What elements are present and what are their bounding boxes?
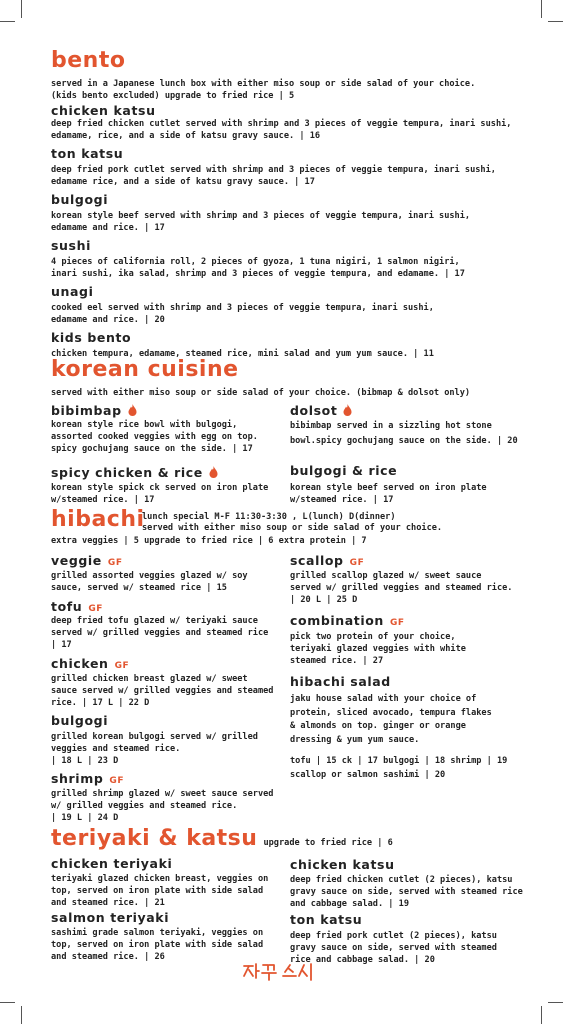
desc-line: top, served on iron plate with side salad xyxy=(51,940,264,950)
item-label: chicken xyxy=(51,656,109,671)
desc-line: bibimbap served in a sizzling hot stone xyxy=(290,421,492,431)
desc-line: assorted cooked veggies with egg on top. xyxy=(51,432,258,442)
item-desc-bulgogi xyxy=(51,210,470,234)
item-desc-sushi xyxy=(51,256,465,280)
lunch-line: lunch special M-F 11:30-3:30 , L(lunch) D(dinner) xyxy=(142,512,396,522)
bento-intro xyxy=(51,78,475,102)
desc-line: edamame and rice. | 20 xyxy=(51,315,165,325)
desc-line: sauce served w/ grilled veggies and steamed xyxy=(51,686,274,696)
desc-line: deep fried chicken cutlet served with shrimp and 3 pieces of veggie tempura, inari sushi, xyxy=(51,119,512,129)
desc-line: rice. | 17 L | 22 D xyxy=(51,698,150,708)
desc-line: gravy sauce on side, served with steamed rice xyxy=(290,887,523,897)
korean-intro: served with either miso soup or side salad of your choice. (bibmap & dolsot only) xyxy=(51,388,471,398)
desc-line: 4 pieces of california roll, 2 pieces of gyoza, 1 tuna nigiri, 1 salmon nigiri, xyxy=(51,257,460,267)
desc-line: edamame rice, and a side of katsu gravy sauce. | 17 xyxy=(51,177,315,187)
item-desc-veggie xyxy=(51,570,248,594)
desc-line: grilled korean bulgogi served w/ grilled xyxy=(51,732,258,742)
spicy-flame-icon xyxy=(343,404,352,416)
item-desc-bulgogi-rice xyxy=(290,482,487,506)
desc-line: grilled scallop glazed w/ sweet sauce xyxy=(290,571,482,581)
item-name-dolsot xyxy=(290,403,352,418)
gluten-free-badge: GF xyxy=(114,661,130,671)
item-desc-shrimp xyxy=(51,788,273,824)
desc-line: grilled chicken breast glazed w/ sweet xyxy=(51,674,248,684)
item-desc-hibachi-bulgogi xyxy=(51,731,258,767)
desc-line: dressing & yum yum sauce. xyxy=(290,734,420,745)
desc-line: deep fried pork cutlet (2 pieces), katsu xyxy=(290,931,497,941)
item-name-bibimbap xyxy=(51,403,137,418)
desc-line: w/steamed rice. | 17 xyxy=(290,495,394,505)
desc-line: edamame and rice. | 17 xyxy=(51,223,165,233)
desc-line: steamed rice. | 27 xyxy=(290,656,384,666)
crop-mark xyxy=(21,1006,22,1024)
desc-line: gravy sauce on side, served with steamed xyxy=(290,943,497,953)
hibachi-lunch-note xyxy=(142,512,442,534)
desc-line: bowl.spicy gochujang sauce on the side. | 20 xyxy=(290,436,518,446)
gluten-free-badge: GF xyxy=(107,558,123,568)
teriyaki-upgrade-note: upgrade to fried rice | 6 xyxy=(263,838,393,848)
desc-line: w/ grilled veggies and steamed rice. xyxy=(51,801,238,811)
restaurant-logo xyxy=(242,962,320,984)
item-desc-hibachi-salad xyxy=(290,693,492,747)
spicy-flame-icon xyxy=(128,404,137,416)
gluten-free-badge: GF xyxy=(349,558,365,568)
hibachi-extras: extra veggies | 5 upgrade to fried rice | 6 extra protein | 7 xyxy=(51,536,367,546)
item-name-tofu xyxy=(51,599,103,614)
desc-line: served w/ grilled veggies and steamed rice. xyxy=(290,583,513,593)
item-name-unagi: unagi xyxy=(51,284,94,299)
desc-line: served w/ grilled veggies and steamed rice xyxy=(51,628,269,638)
price-line: tofu | 15 ck | 17 bulgogi | 18 shrimp | 19 xyxy=(290,756,508,766)
item-name-hibachi-bulgogi: bulgogi xyxy=(51,713,109,728)
gluten-free-badge: GF xyxy=(389,618,405,628)
item-desc-katsu-chicken xyxy=(290,874,523,910)
desc-line: deep fried tofu glazed w/ teriyaki sauce xyxy=(51,616,258,626)
item-name-katsu-ton: ton katsu xyxy=(290,912,363,927)
gluten-free-badge: GF xyxy=(88,604,104,614)
item-desc-spicy-chicken-rice xyxy=(51,482,268,506)
item-name-spicy-chicken-rice xyxy=(51,465,218,480)
desc-line: korean style spick ck served on iron plate xyxy=(51,483,269,493)
desc-line: korean style rice bowl with bulgogi, xyxy=(51,420,238,430)
item-label: shrimp xyxy=(51,771,104,786)
item-desc-tofu xyxy=(51,615,268,651)
section-title-text: teriyaki & katsu xyxy=(51,826,258,851)
item-name-chicken xyxy=(51,656,129,671)
item-name-sushi: sushi xyxy=(51,238,91,253)
gluten-free-badge: GF xyxy=(109,776,125,786)
desc-line: | 19 L | 24 D xyxy=(51,813,119,823)
desc-line: teriyaki glazed veggies with white xyxy=(290,644,466,654)
item-name-ton-katsu: ton katsu xyxy=(51,146,124,161)
bento-intro-line: served in a Japanese lunch box with either miso soup or side salad of your choice. xyxy=(51,79,476,89)
desc-line: protein, sliced avocado, tempura flakes xyxy=(290,707,492,718)
logo-wordmark-icon xyxy=(242,962,320,984)
section-title-korean-cuisine: korean cuisine xyxy=(51,357,239,382)
desc-line: veggies and steamed rice. xyxy=(51,744,181,754)
crop-mark xyxy=(0,1002,15,1003)
desc-line: chicken tempura, edamame, steamed rice, mini salad and yum yum sauce. | 11 xyxy=(51,349,434,359)
desc-line: and cabbage salad. | 19 xyxy=(290,899,409,909)
item-desc-ton-katsu xyxy=(51,164,496,188)
section-title-hibachi: hibachi xyxy=(51,507,145,532)
desc-line: spicy gochujang sauce on the side. | 17 xyxy=(51,444,253,454)
item-desc-chicken-katsu xyxy=(51,118,511,142)
desc-line: deep fried chicken cutlet (2 pieces), katsu xyxy=(290,875,513,885)
item-desc-unagi xyxy=(51,302,434,326)
crop-mark xyxy=(541,1006,542,1024)
price-line: scallop or salmon sashimi | 20 xyxy=(290,770,446,780)
item-label: veggie xyxy=(51,553,102,568)
item-name-salmon-teriyaki: salmon teriyaki xyxy=(51,910,170,925)
desc-line: korean style beef served on iron plate xyxy=(290,483,487,493)
item-label: tofu xyxy=(51,599,83,614)
item-label: bibimbap xyxy=(51,403,122,418)
desc-line: top, served on iron plate with side salad xyxy=(51,886,264,896)
desc-line: teriyaki glazed chicken breast, veggies on xyxy=(51,874,269,884)
item-label: combination xyxy=(290,613,384,628)
desc-line: & almonds on top. ginger or orange xyxy=(290,721,466,731)
desc-line: grilled shrimp glazed w/ sweet sauce served xyxy=(51,789,274,799)
item-name-bulgogi: bulgogi xyxy=(51,192,109,207)
item-label: spicy chicken & rice xyxy=(51,465,203,480)
desc-line: | 17 xyxy=(51,640,72,650)
desc-line: edamame, rice, and a side of katsu gravy sauce. | 16 xyxy=(51,131,321,141)
desc-line: inari sushi, ika salad, shrimp and 3 pieces of veggie tempura, and edamame. | 17 xyxy=(51,269,465,279)
item-name-kids-bento: kids bento xyxy=(51,330,132,345)
item-name-chicken-teriyaki: chicken teriyaki xyxy=(51,856,173,871)
item-label: dolsot xyxy=(290,403,338,418)
item-name-combination xyxy=(290,613,405,628)
desc-line: w/steamed rice. | 17 xyxy=(51,495,155,505)
item-desc-salmon-teriyaki xyxy=(51,927,263,963)
item-name-chicken-katsu: chicken katsu xyxy=(51,103,156,118)
desc-line: jaku house salad with your choice of xyxy=(290,694,477,704)
item-desc-bibimbap xyxy=(51,419,258,455)
desc-line: korean style beef served with shrimp and 3 pieces of veggie tempura, inari sushi, xyxy=(51,211,471,221)
desc-line: cooked eel served with shrimp and 3 pieces of veggie tempura, inari sushi, xyxy=(51,303,434,313)
lunch-line: served with either miso soup or side salad of your choice. xyxy=(142,523,443,533)
item-desc-combination xyxy=(290,631,466,667)
item-name-shrimp xyxy=(51,771,124,786)
crop-mark xyxy=(0,21,15,22)
desc-line: grilled assorted veggies glazed w/ soy xyxy=(51,571,248,581)
item-name-scallop xyxy=(290,553,364,568)
desc-line: deep fried pork cutlet served with shrimp and 3 pieces of veggie tempura, inari sushi, xyxy=(51,165,496,175)
desc-line: sauce, served w/ steamed rice | 15 xyxy=(51,583,227,593)
crop-mark xyxy=(548,1002,563,1003)
spicy-flame-icon xyxy=(209,466,218,478)
item-name-katsu-chicken: chicken katsu xyxy=(290,857,395,872)
item-name-hibachi-salad: hibachi salad xyxy=(290,674,391,689)
item-name-bulgogi-rice: bulgogi & rice xyxy=(290,463,398,478)
hibachi-salad-prices xyxy=(290,754,507,782)
item-name-veggie xyxy=(51,553,123,568)
item-desc-dolsot xyxy=(290,419,518,449)
crop-mark xyxy=(21,0,22,18)
crop-mark xyxy=(548,21,563,22)
section-title-bento: bento xyxy=(51,48,126,73)
crop-mark xyxy=(541,0,542,18)
item-label: scallop xyxy=(290,553,344,568)
item-desc-chicken-teriyaki xyxy=(51,873,268,909)
section-title-teriyaki-katsu xyxy=(51,826,393,851)
desc-line: and steamed rice. | 26 xyxy=(51,952,165,962)
desc-line: | 18 L | 23 D xyxy=(51,756,119,766)
desc-line: sashimi grade salmon teriyaki, veggies on xyxy=(51,928,264,938)
desc-line: pick two protein of your choice, xyxy=(290,632,456,642)
desc-line: rice and cabbage salad. | 20 xyxy=(290,955,435,965)
item-desc-scallop xyxy=(290,570,512,606)
bento-intro-line: (kids bento excluded) upgrade to fried rice | 5 xyxy=(51,91,295,101)
item-desc-chicken xyxy=(51,673,273,709)
desc-line: and steamed rice. | 21 xyxy=(51,898,165,908)
desc-line: | 20 L | 25 D xyxy=(290,595,358,605)
item-desc-katsu-ton xyxy=(290,930,497,966)
